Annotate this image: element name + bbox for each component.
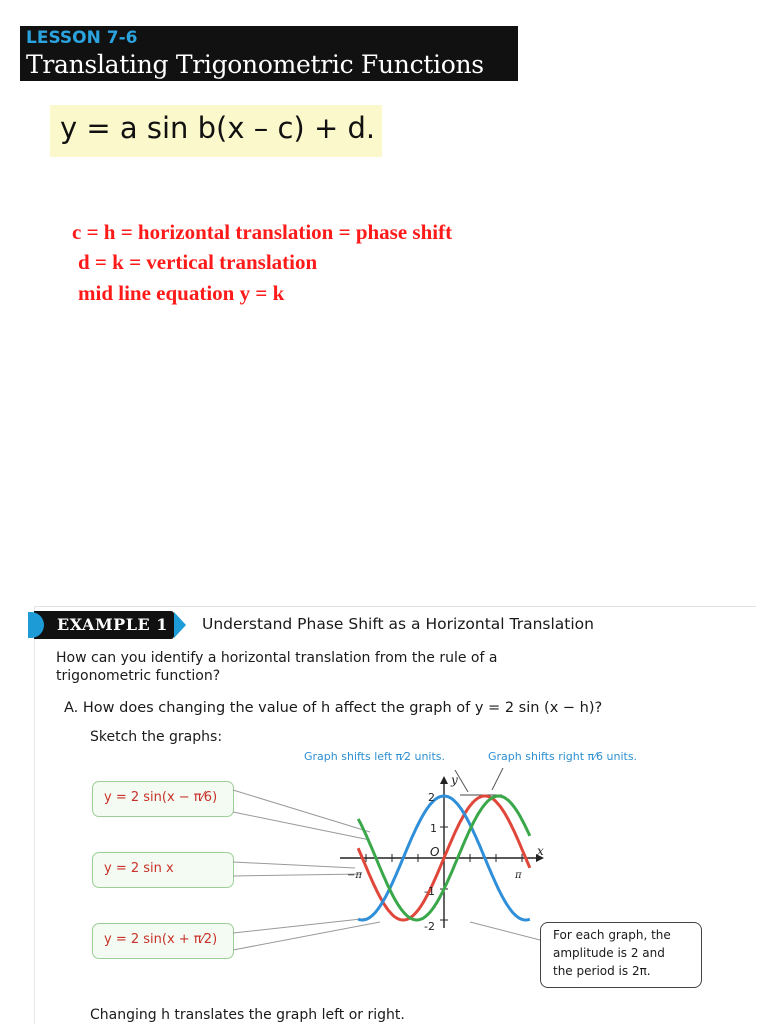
note-vertical-translation: d = k = vertical translation: [78, 250, 318, 274]
function-label-shift-left: y = 2 sin(x + π⁄2): [104, 932, 218, 947]
leader-line-left-shift-2: [233, 922, 380, 950]
note-midline: mid line equation y = k: [78, 281, 285, 305]
part-a-question: A. How does changing the value of h affect the graph of y = 2 sin (x − h)?: [64, 700, 603, 716]
annotation-shift-left: Graph shifts left π⁄2 units.: [304, 750, 446, 763]
note-line-1: For each graph, the: [553, 928, 671, 942]
note-line-3: the period is 2π.: [553, 964, 651, 978]
lesson-number: LESSON 7-6: [26, 28, 138, 48]
lesson-title: Translating Trigonometric Functions: [26, 50, 484, 79]
note-line-2: amplitude is 2 and: [553, 946, 665, 960]
tick-label-2: 2: [428, 791, 435, 804]
x-axis-label: x: [537, 844, 544, 858]
note-phase-shift: c = h = horizontal translation = phase shift: [72, 220, 453, 244]
sine-general-formula: y = a sin b(x – c) + d.: [60, 111, 376, 145]
y-axis-label: y: [451, 773, 458, 787]
tick-label-neg-pi: −π: [347, 870, 362, 881]
example-question-line2: trigonometric function?: [56, 668, 221, 684]
leader-line-original-2: [233, 874, 362, 876]
leader-line-left-shift: [233, 918, 370, 933]
tick-label-neg2: -2: [424, 920, 435, 933]
function-label-shift-right: y = 2 sin(x − π⁄6): [104, 790, 218, 805]
example-label: EXAMPLE 1: [57, 615, 168, 634]
origin-label: O: [430, 845, 440, 859]
sketch-label: Sketch the graphs:: [90, 729, 223, 745]
annotation-shift-right: Graph shifts right π⁄6 units.: [488, 750, 638, 763]
tick-label-neg1: -1: [424, 885, 435, 898]
leader-line-note: [470, 922, 540, 940]
example-question-line1: How can you identify a horizontal translation from the rule of a: [56, 650, 498, 666]
example-conclusion: Changing h translates the graph left or right.: [90, 1007, 405, 1023]
leader-line-original: [233, 862, 355, 868]
annotation-arrow-right: [492, 768, 503, 790]
y-axis-arrow: [440, 776, 448, 784]
function-label-original: y = 2 sin x: [104, 861, 174, 876]
tick-label-pi: π: [515, 870, 522, 881]
tick-label-1: 1: [430, 822, 437, 835]
example-title: Understand Phase Shift as a Horizontal Translation: [202, 615, 594, 633]
